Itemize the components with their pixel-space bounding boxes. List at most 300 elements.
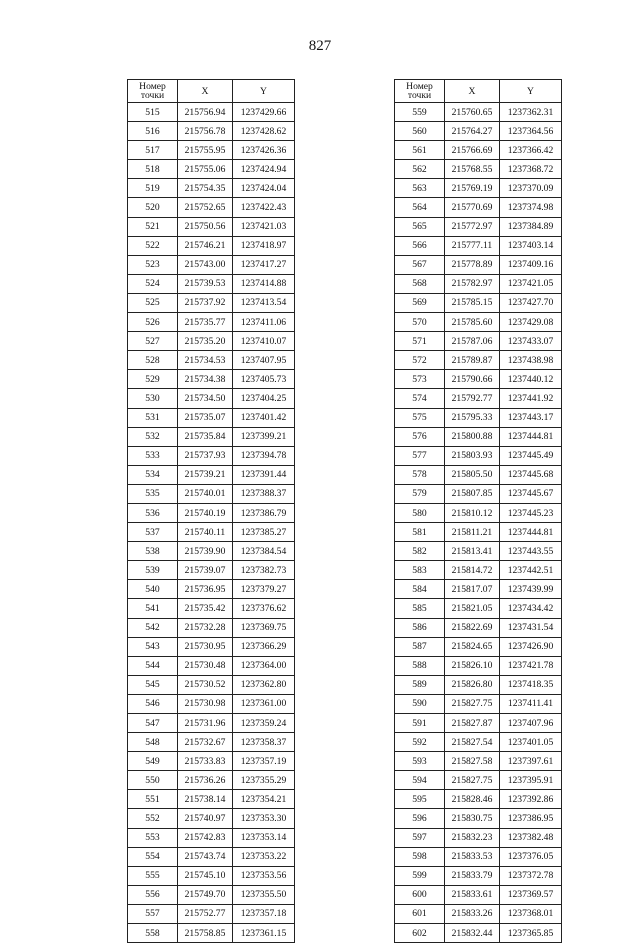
- y-coordinate-cell: 1237401.42: [233, 408, 295, 427]
- y-coordinate-cell: 1237353.14: [233, 828, 295, 847]
- y-coordinate-cell: 1237410.07: [233, 332, 295, 351]
- table-row: [128, 274, 295, 293]
- x-coordinate-cell: 215756.94: [178, 103, 233, 122]
- table-row: [128, 733, 295, 752]
- y-coordinate-cell: 1237361.00: [233, 694, 295, 713]
- x-coordinate-cell: 215736.26: [178, 771, 233, 790]
- point-number-cell: 602: [395, 924, 445, 943]
- y-coordinate-cell: 1237384.89: [500, 217, 562, 236]
- x-coordinate-cell: 215826.80: [445, 675, 500, 694]
- point-number-cell: 528: [128, 351, 178, 370]
- y-coordinate-cell: 1237411.06: [233, 313, 295, 332]
- x-coordinate-cell: 215772.97: [445, 217, 500, 236]
- point-number-cell: 543: [128, 637, 178, 656]
- point-number-cell: 577: [395, 446, 445, 465]
- point-number-cell: 539: [128, 561, 178, 580]
- y-header: Y: [233, 80, 295, 103]
- table-row: [128, 313, 295, 332]
- header-num-line1: Номер: [139, 81, 166, 92]
- y-coordinate-cell: 1237438.98: [500, 351, 562, 370]
- table-row: [395, 714, 562, 733]
- y-coordinate-cell: 1237365.85: [500, 924, 562, 943]
- x-coordinate-cell: 215807.85: [445, 484, 500, 503]
- x-coordinate-cell: 215828.46: [445, 790, 500, 809]
- table-row: [128, 122, 295, 141]
- y-coordinate-cell: 1237382.48: [500, 828, 562, 847]
- point-number-cell: 515: [128, 103, 178, 122]
- point-number-cell: 523: [128, 255, 178, 274]
- point-number-header: [395, 80, 445, 103]
- table-row: [128, 332, 295, 351]
- point-number-cell: 570: [395, 313, 445, 332]
- table-row: [128, 656, 295, 675]
- y-coordinate-cell: 1237364.56: [500, 122, 562, 141]
- table-row: [395, 542, 562, 561]
- table-row: [395, 656, 562, 675]
- point-number-cell: 531: [128, 408, 178, 427]
- point-number-cell: 568: [395, 274, 445, 293]
- table-row: [395, 847, 562, 866]
- point-number-cell: 525: [128, 293, 178, 312]
- table-row: [128, 503, 295, 522]
- x-coordinate-cell: 215827.87: [445, 714, 500, 733]
- y-coordinate-cell: 1237369.75: [233, 618, 295, 637]
- x-coordinate-cell: 215740.97: [178, 809, 233, 828]
- x-coordinate-cell: 215833.79: [445, 866, 500, 885]
- point-number-cell: 552: [128, 809, 178, 828]
- x-coordinate-cell: 215754.35: [178, 179, 233, 198]
- point-number-cell: 590: [395, 694, 445, 713]
- point-number-cell: 580: [395, 503, 445, 522]
- x-coordinate-cell: 215740.01: [178, 484, 233, 503]
- x-coordinate-cell: 215735.77: [178, 313, 233, 332]
- y-coordinate-cell: 1237445.68: [500, 465, 562, 484]
- point-number-header: [128, 80, 178, 103]
- table-row: [395, 580, 562, 599]
- point-number-cell: 582: [395, 542, 445, 561]
- point-number-cell: 598: [395, 847, 445, 866]
- point-number-cell: 593: [395, 752, 445, 771]
- x-coordinate-cell: 215739.21: [178, 465, 233, 484]
- point-number-cell: 589: [395, 675, 445, 694]
- table-row: [128, 484, 295, 503]
- y-coordinate-cell: 1237426.90: [500, 637, 562, 656]
- table-row: [128, 141, 295, 160]
- y-coordinate-cell: 1237440.12: [500, 370, 562, 389]
- x-coordinate-cell: 215814.72: [445, 561, 500, 580]
- table-row: [395, 790, 562, 809]
- point-number-cell: 600: [395, 885, 445, 904]
- table-row: [395, 332, 562, 351]
- y-coordinate-cell: 1237399.21: [233, 427, 295, 446]
- table-row: [128, 523, 295, 542]
- x-coordinate-cell: 215734.38: [178, 370, 233, 389]
- table-row: [395, 503, 562, 522]
- y-coordinate-cell: 1237391.44: [233, 465, 295, 484]
- x-coordinate-cell: 215785.60: [445, 313, 500, 332]
- table-row: [395, 408, 562, 427]
- y-coordinate-cell: 1237358.37: [233, 733, 295, 752]
- point-number-cell: 529: [128, 370, 178, 389]
- table-row: [395, 484, 562, 503]
- y-coordinate-cell: 1237376.62: [233, 599, 295, 618]
- table-row: [395, 465, 562, 484]
- table-row: [395, 771, 562, 790]
- coordinates-table-left: [127, 79, 295, 943]
- y-coordinate-cell: 1237392.86: [500, 790, 562, 809]
- x-coordinate-cell: 215803.93: [445, 446, 500, 465]
- table-row: [395, 179, 562, 198]
- y-coordinate-cell: 1237401.05: [500, 733, 562, 752]
- x-coordinate-cell: 215777.11: [445, 236, 500, 255]
- x-header: X: [445, 80, 500, 103]
- point-number-cell: 521: [128, 217, 178, 236]
- x-coordinate-cell: 215832.23: [445, 828, 500, 847]
- x-coordinate-cell: 215758.85: [178, 924, 233, 943]
- y-coordinate-cell: 1237353.56: [233, 866, 295, 885]
- y-header: Y: [500, 80, 562, 103]
- point-number-cell: 544: [128, 656, 178, 675]
- table-row: [128, 160, 295, 179]
- y-coordinate-cell: 1237414.88: [233, 274, 295, 293]
- y-coordinate-cell: 1237353.30: [233, 809, 295, 828]
- y-coordinate-cell: 1237421.05: [500, 274, 562, 293]
- y-coordinate-cell: 1237407.96: [500, 714, 562, 733]
- x-coordinate-cell: 215735.84: [178, 427, 233, 446]
- table-row: [395, 160, 562, 179]
- table-row: [128, 809, 295, 828]
- table-row: [395, 236, 562, 255]
- point-number-cell: 565: [395, 217, 445, 236]
- table-row: [395, 885, 562, 904]
- x-coordinate-cell: 215800.88: [445, 427, 500, 446]
- y-coordinate-cell: 1237397.61: [500, 752, 562, 771]
- table-row: [395, 675, 562, 694]
- table-row: [128, 885, 295, 904]
- y-coordinate-cell: 1237443.17: [500, 408, 562, 427]
- table-row: [395, 866, 562, 885]
- y-coordinate-cell: 1237445.23: [500, 503, 562, 522]
- y-coordinate-cell: 1237418.35: [500, 675, 562, 694]
- point-number-cell: 585: [395, 599, 445, 618]
- y-coordinate-cell: 1237368.01: [500, 904, 562, 923]
- x-coordinate-cell: 215833.26: [445, 904, 500, 923]
- point-number-cell: 555: [128, 866, 178, 885]
- table-row: [395, 389, 562, 408]
- y-coordinate-cell: 1237421.78: [500, 656, 562, 675]
- y-coordinate-cell: 1237362.80: [233, 675, 295, 694]
- table-row: [128, 580, 295, 599]
- table-row: [395, 274, 562, 293]
- x-coordinate-cell: 215778.89: [445, 255, 500, 274]
- point-number-cell: 595: [395, 790, 445, 809]
- point-number-cell: 572: [395, 351, 445, 370]
- point-number-cell: 517: [128, 141, 178, 160]
- y-coordinate-cell: 1237361.15: [233, 924, 295, 943]
- table-row: [128, 198, 295, 217]
- point-number-cell: 562: [395, 160, 445, 179]
- x-coordinate-cell: 215827.54: [445, 733, 500, 752]
- x-coordinate-cell: 215785.15: [445, 293, 500, 312]
- table-row: [128, 637, 295, 656]
- x-coordinate-cell: 215734.50: [178, 389, 233, 408]
- table-row: [395, 828, 562, 847]
- header-num-line2: точки: [407, 90, 432, 101]
- point-number-cell: 530: [128, 389, 178, 408]
- x-coordinate-cell: 215739.90: [178, 542, 233, 561]
- table-header-row: [128, 80, 295, 103]
- table-row: [128, 103, 295, 122]
- y-coordinate-cell: 1237407.95: [233, 351, 295, 370]
- table-row: [395, 351, 562, 370]
- y-coordinate-cell: 1237429.08: [500, 313, 562, 332]
- table-row: [395, 599, 562, 618]
- x-coordinate-cell: 215730.95: [178, 637, 233, 656]
- x-coordinate-cell: 215740.11: [178, 523, 233, 542]
- table-row: [395, 198, 562, 217]
- x-coordinate-cell: 215732.67: [178, 733, 233, 752]
- y-coordinate-cell: 1237368.72: [500, 160, 562, 179]
- table-row: [395, 523, 562, 542]
- table-row: [128, 370, 295, 389]
- y-coordinate-cell: 1237386.95: [500, 809, 562, 828]
- y-coordinate-cell: 1237357.18: [233, 904, 295, 923]
- point-number-cell: 596: [395, 809, 445, 828]
- table-row: [128, 694, 295, 713]
- x-header: X: [178, 80, 233, 103]
- point-number-cell: 545: [128, 675, 178, 694]
- point-number-cell: 518: [128, 160, 178, 179]
- point-number-cell: 516: [128, 122, 178, 141]
- point-number-cell: 576: [395, 427, 445, 446]
- table-row: [128, 179, 295, 198]
- point-number-cell: 594: [395, 771, 445, 790]
- table-row: [128, 904, 295, 923]
- point-number-cell: 599: [395, 866, 445, 885]
- x-coordinate-cell: 215752.77: [178, 904, 233, 923]
- y-coordinate-cell: 1237424.04: [233, 179, 295, 198]
- point-number-cell: 561: [395, 141, 445, 160]
- x-coordinate-cell: 215730.52: [178, 675, 233, 694]
- point-number-cell: 567: [395, 255, 445, 274]
- y-coordinate-cell: 1237362.31: [500, 103, 562, 122]
- table-row: [395, 924, 562, 943]
- y-coordinate-cell: 1237403.14: [500, 236, 562, 255]
- y-coordinate-cell: 1237366.29: [233, 637, 295, 656]
- table-row: [395, 217, 562, 236]
- y-coordinate-cell: 1237411.41: [500, 694, 562, 713]
- x-coordinate-cell: 215755.95: [178, 141, 233, 160]
- point-number-cell: 587: [395, 637, 445, 656]
- y-coordinate-cell: 1237395.91: [500, 771, 562, 790]
- x-coordinate-cell: 215824.65: [445, 637, 500, 656]
- x-coordinate-cell: 215782.97: [445, 274, 500, 293]
- x-coordinate-cell: 215743.74: [178, 847, 233, 866]
- table-row: [128, 217, 295, 236]
- x-coordinate-cell: 215731.96: [178, 714, 233, 733]
- x-coordinate-cell: 215732.28: [178, 618, 233, 637]
- y-coordinate-cell: 1237444.81: [500, 427, 562, 446]
- x-coordinate-cell: 215739.53: [178, 274, 233, 293]
- y-coordinate-cell: 1237426.36: [233, 141, 295, 160]
- table-row: [128, 427, 295, 446]
- y-coordinate-cell: 1237444.81: [500, 523, 562, 542]
- x-coordinate-cell: 215752.65: [178, 198, 233, 217]
- point-number-cell: 557: [128, 904, 178, 923]
- table-header-row: [395, 80, 562, 103]
- table-row: [395, 141, 562, 160]
- y-coordinate-cell: 1237386.79: [233, 503, 295, 522]
- table-row: [128, 847, 295, 866]
- point-number-cell: 573: [395, 370, 445, 389]
- y-coordinate-cell: 1237434.42: [500, 599, 562, 618]
- x-coordinate-cell: 215743.00: [178, 255, 233, 274]
- x-coordinate-cell: 215737.92: [178, 293, 233, 312]
- point-number-cell: 578: [395, 465, 445, 484]
- table-row: [128, 255, 295, 274]
- y-coordinate-cell: 1237384.54: [233, 542, 295, 561]
- y-coordinate-cell: 1237417.27: [233, 255, 295, 274]
- point-number-cell: 554: [128, 847, 178, 866]
- y-coordinate-cell: 1237427.70: [500, 293, 562, 312]
- point-number-cell: 533: [128, 446, 178, 465]
- y-coordinate-cell: 1237445.49: [500, 446, 562, 465]
- x-coordinate-cell: 215755.06: [178, 160, 233, 179]
- table-row: [128, 828, 295, 847]
- table-row: [395, 752, 562, 771]
- point-number-cell: 548: [128, 733, 178, 752]
- x-coordinate-cell: 215827.75: [445, 694, 500, 713]
- point-number-cell: 558: [128, 924, 178, 943]
- table-row: [128, 866, 295, 885]
- y-coordinate-cell: 1237353.22: [233, 847, 295, 866]
- point-number-cell: 569: [395, 293, 445, 312]
- x-coordinate-cell: 215810.12: [445, 503, 500, 522]
- x-coordinate-cell: 215749.70: [178, 885, 233, 904]
- x-coordinate-cell: 215821.05: [445, 599, 500, 618]
- point-number-cell: 571: [395, 332, 445, 351]
- header-num-line2: точки: [140, 90, 165, 101]
- point-number-cell: 597: [395, 828, 445, 847]
- point-number-cell: 538: [128, 542, 178, 561]
- x-coordinate-cell: 215817.07: [445, 580, 500, 599]
- x-coordinate-cell: 215826.10: [445, 656, 500, 675]
- point-number-cell: 588: [395, 656, 445, 675]
- x-coordinate-cell: 215792.77: [445, 389, 500, 408]
- point-number-cell: 551: [128, 790, 178, 809]
- x-coordinate-cell: 215760.65: [445, 103, 500, 122]
- table-row: [395, 733, 562, 752]
- x-coordinate-cell: 215750.56: [178, 217, 233, 236]
- table-row: [128, 408, 295, 427]
- table-row: [395, 122, 562, 141]
- point-number-cell: 534: [128, 465, 178, 484]
- point-number-cell: 575: [395, 408, 445, 427]
- y-coordinate-cell: 1237366.42: [500, 141, 562, 160]
- table-row: [395, 255, 562, 274]
- y-coordinate-cell: 1237354.21: [233, 790, 295, 809]
- table-row: [128, 771, 295, 790]
- y-coordinate-cell: 1237369.57: [500, 885, 562, 904]
- x-coordinate-cell: 215787.06: [445, 332, 500, 351]
- y-coordinate-cell: 1237364.00: [233, 656, 295, 675]
- point-number-cell: 592: [395, 733, 445, 752]
- point-number-cell: 536: [128, 503, 178, 522]
- y-coordinate-cell: 1237429.66: [233, 103, 295, 122]
- table-row: [395, 370, 562, 389]
- y-coordinate-cell: 1237376.05: [500, 847, 562, 866]
- table-row: [128, 236, 295, 255]
- table-row: [128, 561, 295, 580]
- y-coordinate-cell: 1237428.62: [233, 122, 295, 141]
- y-coordinate-cell: 1237357.19: [233, 752, 295, 771]
- x-coordinate-cell: 215730.98: [178, 694, 233, 713]
- point-number-cell: 601: [395, 904, 445, 923]
- x-coordinate-cell: 215833.53: [445, 847, 500, 866]
- table-row: [128, 446, 295, 465]
- point-number-cell: 541: [128, 599, 178, 618]
- x-coordinate-cell: 215742.83: [178, 828, 233, 847]
- table-row: [128, 351, 295, 370]
- x-coordinate-cell: 215735.20: [178, 332, 233, 351]
- point-number-cell: 532: [128, 427, 178, 446]
- table-row: [395, 293, 562, 312]
- point-number-cell: 556: [128, 885, 178, 904]
- y-coordinate-cell: 1237405.73: [233, 370, 295, 389]
- x-coordinate-cell: 215827.75: [445, 771, 500, 790]
- header-num-line1: Номер: [406, 81, 433, 92]
- x-coordinate-cell: 215735.07: [178, 408, 233, 427]
- y-coordinate-cell: 1237421.03: [233, 217, 295, 236]
- x-coordinate-cell: 215832.44: [445, 924, 500, 943]
- x-coordinate-cell: 215740.19: [178, 503, 233, 522]
- x-coordinate-cell: 215790.66: [445, 370, 500, 389]
- point-number-cell: 524: [128, 274, 178, 293]
- point-number-cell: 564: [395, 198, 445, 217]
- y-coordinate-cell: 1237359.24: [233, 714, 295, 733]
- table-row: [128, 465, 295, 484]
- x-coordinate-cell: 215746.21: [178, 236, 233, 255]
- table-row: [395, 313, 562, 332]
- y-coordinate-cell: 1237355.50: [233, 885, 295, 904]
- y-coordinate-cell: 1237445.67: [500, 484, 562, 503]
- point-number-cell: 560: [395, 122, 445, 141]
- point-number-cell: 586: [395, 618, 445, 637]
- y-coordinate-cell: 1237424.94: [233, 160, 295, 179]
- point-number-cell: 566: [395, 236, 445, 255]
- table-row: [395, 427, 562, 446]
- y-coordinate-cell: 1237409.16: [500, 255, 562, 274]
- y-coordinate-cell: 1237433.07: [500, 332, 562, 351]
- x-coordinate-cell: 215730.48: [178, 656, 233, 675]
- x-coordinate-cell: 215756.78: [178, 122, 233, 141]
- table-row: [128, 618, 295, 637]
- y-coordinate-cell: 1237388.37: [233, 484, 295, 503]
- x-coordinate-cell: 215735.42: [178, 599, 233, 618]
- y-coordinate-cell: 1237431.54: [500, 618, 562, 637]
- x-coordinate-cell: 215827.58: [445, 752, 500, 771]
- y-coordinate-cell: 1237379.27: [233, 580, 295, 599]
- y-coordinate-cell: 1237385.27: [233, 523, 295, 542]
- x-coordinate-cell: 215766.69: [445, 141, 500, 160]
- x-coordinate-cell: 215833.61: [445, 885, 500, 904]
- table-row: [128, 924, 295, 943]
- point-number-cell: 537: [128, 523, 178, 542]
- table-row: [395, 809, 562, 828]
- point-number-cell: 540: [128, 580, 178, 599]
- y-coordinate-cell: 1237355.29: [233, 771, 295, 790]
- y-coordinate-cell: 1237439.99: [500, 580, 562, 599]
